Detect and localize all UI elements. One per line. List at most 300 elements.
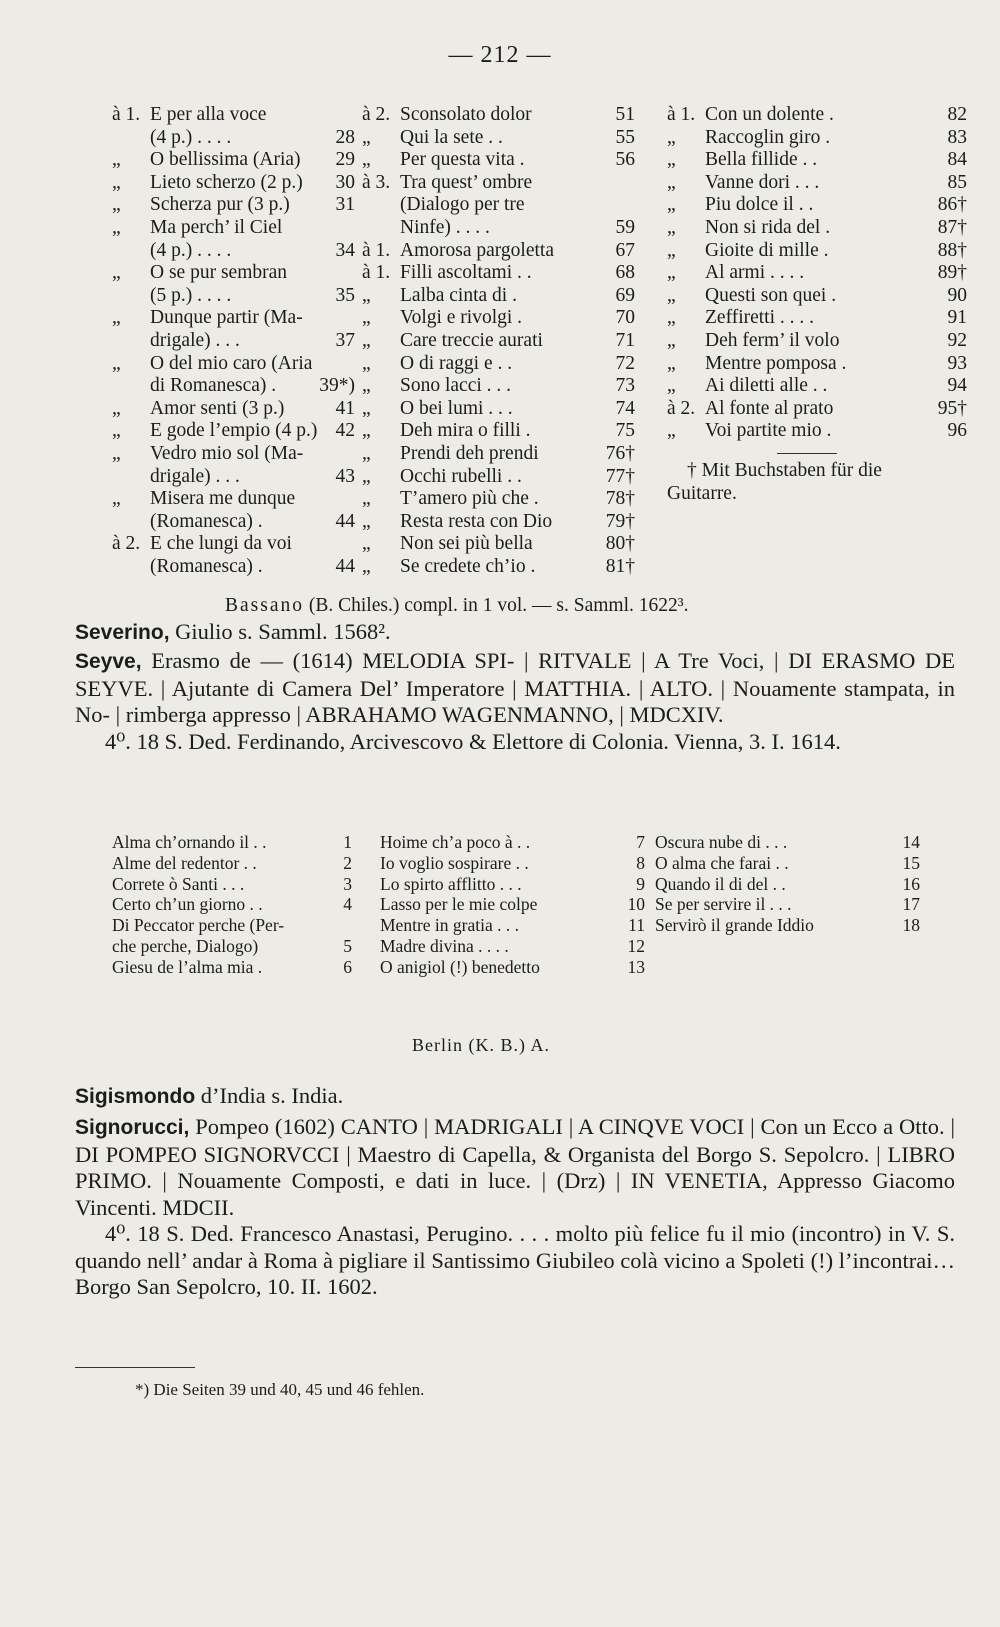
piece-number: 76† [605, 442, 635, 464]
index-row [655, 853, 920, 874]
index-row [362, 466, 635, 489]
index-row [112, 832, 352, 853]
piece-number: 4 [343, 894, 352, 915]
piece-number: 17 [902, 894, 920, 915]
piece-title: Io voglio sospirare . . [380, 852, 529, 873]
piece-number: 78† [605, 488, 635, 510]
index-row [112, 375, 355, 398]
index-row [667, 353, 967, 376]
entry-dedication: 4⁰. 18 S. Ded. Francesco Anastasi, Perugino. . . . molto più felice fu il mio (incontro) in V. S. quando nell’ andar à Roma à pigliare il Santissimo Giubileo colà vicino a Spoleti (!) l’incontrai… Borgo San Sepolcro, 10. II. 1602. [75, 1221, 955, 1299]
piece-title: E gode l’empio (4 p.) [150, 420, 318, 442]
index-row [362, 443, 635, 466]
entry-dedication: 4⁰. 18 S. Ded. Ferdinando, Arcivescovo & Elettore di Colonia. Vienna, 3. I. 1614. [105, 728, 841, 754]
piece-title: Vanne dori . . . [705, 171, 820, 193]
voice-count [112, 240, 150, 263]
piece-number: 13 [627, 956, 645, 977]
piece-title: O anigiol (!) benedetto [380, 956, 540, 977]
piece-number: 71 [615, 329, 635, 351]
index-row [667, 194, 967, 217]
piece-number: 14 [902, 832, 920, 852]
piece-title: (4 p.) . . . . [150, 126, 232, 148]
index-row [112, 936, 352, 957]
voice-count: „ [362, 510, 371, 532]
piece-title: Alma ch’ornando il . . [112, 832, 267, 852]
piece-number: 93 [947, 352, 967, 374]
piece-number: 87† [937, 216, 967, 238]
seyve-index-column-1 [112, 832, 352, 978]
piece-number: 39*) [319, 375, 355, 397]
piece-title: (5 p.) . . . . [150, 284, 232, 306]
entry-heading: Signorucci, [75, 1116, 190, 1139]
piece-title: Misera me dunque [150, 488, 296, 510]
piece-number: 91 [947, 307, 967, 329]
piece-number: 29 [335, 149, 355, 171]
piece-title: Sono lacci . . . [400, 375, 512, 397]
piece-title: Ma perch’ il Ciel [150, 216, 283, 238]
piece-number: 35 [335, 284, 355, 306]
index-row [380, 915, 645, 936]
piece-title: Prendi deh prendi [400, 442, 539, 464]
piece-title: Resta resta con Dio [400, 510, 553, 532]
guitar-note-line-2: Guitarre. [667, 482, 737, 504]
piece-title: Amorosa pargoletta [400, 239, 554, 261]
piece-title: Scherza pur (3 p.) [150, 194, 290, 216]
entry-heading: Seyve, [75, 650, 142, 673]
piece-title: drigale) . . . [150, 329, 240, 351]
piece-title: Vedro mio sol (Ma- [150, 442, 304, 464]
index-row [112, 853, 352, 874]
voice-count: „ [667, 375, 676, 397]
piece-title: Se per servire il . . . [655, 894, 792, 915]
index-row [112, 443, 355, 466]
index-row [112, 307, 355, 330]
index-row [112, 217, 355, 240]
voice-count: „ [667, 171, 676, 193]
piece-number: 44 [335, 555, 355, 577]
index-row [112, 398, 355, 421]
index-row [112, 240, 355, 263]
index-row [112, 420, 355, 443]
piece-title: O bellissima (Aria) [150, 149, 301, 171]
bassano-text: (B. Chiles.) compl. in 1 vol. — s. Samml. 1622³. [304, 595, 689, 616]
entry-seyve [75, 648, 955, 755]
piece-number: 34 [335, 239, 355, 261]
voice-count: à 1. [112, 104, 141, 125]
index-row [667, 330, 967, 353]
piece-number: 80† [605, 533, 635, 555]
library-location: Berlin (K. B.) A. [412, 1035, 550, 1055]
voice-count [362, 217, 400, 240]
index-row [667, 307, 967, 330]
index-row [112, 149, 355, 172]
voice-count: „ [667, 420, 676, 442]
index-row [112, 353, 355, 376]
voice-count: „ [112, 262, 121, 284]
bassano-reference [225, 595, 688, 617]
piece-number: 31 [335, 194, 355, 216]
piece-title: Tra quest’ ombre [400, 171, 533, 193]
index-row [655, 915, 920, 936]
piece-title: Piu dolce il . . [705, 194, 814, 216]
voice-count: „ [667, 216, 676, 238]
piece-title: T’amero più che . [400, 488, 539, 510]
voice-count: à 1. [362, 239, 391, 261]
index-row [112, 127, 355, 150]
index-row [380, 832, 645, 853]
piece-number: 2 [343, 852, 352, 873]
piece-title: di Romanesca) . [150, 375, 277, 397]
index-row [667, 240, 967, 263]
page-number: — 212 — [448, 42, 552, 68]
voice-count: „ [362, 352, 371, 374]
piece-title: E per alla voce [150, 104, 267, 125]
voice-count: „ [112, 420, 121, 442]
voice-count [112, 330, 150, 353]
piece-number: 73 [615, 375, 635, 397]
voice-count: „ [112, 397, 121, 419]
piece-number: 82 [947, 104, 967, 125]
piece-title: Madre divina . . . . [380, 935, 509, 956]
piece-title: (Dialogo per tre [400, 194, 525, 216]
index-row [667, 104, 967, 127]
entry-heading: Severino, [75, 621, 170, 644]
index-row [362, 398, 635, 421]
piece-title: E che lungi da voi [150, 533, 292, 555]
index-row [362, 556, 635, 579]
piece-title: Questi son quei . [705, 284, 837, 306]
piece-number: 70 [615, 307, 635, 329]
piece-number: 67 [615, 239, 635, 261]
piece-title: Con un dolente . [705, 104, 834, 125]
piece-title: Alme del redentor . . [112, 852, 257, 873]
piece-title: Al armi . . . . [705, 262, 805, 284]
piece-number: 81† [605, 555, 635, 577]
voice-count: „ [112, 171, 121, 193]
voice-count: „ [112, 442, 121, 464]
voice-count: „ [667, 149, 676, 171]
index-row [667, 285, 967, 308]
voice-count [112, 511, 150, 534]
piece-number: 16 [902, 873, 920, 894]
piece-title: Sconsolato dolor [400, 104, 532, 125]
index-row [112, 262, 355, 285]
piece-title: Gioite di mille . [705, 239, 829, 261]
voice-count: „ [362, 126, 371, 148]
piece-title: Per questa vita . [400, 149, 525, 171]
index-row [667, 262, 967, 285]
voice-count: à 2. [362, 104, 391, 125]
piece-title: Voi partite mio . [705, 420, 832, 442]
piece-number: 77† [605, 465, 635, 487]
index-row [112, 957, 352, 978]
voice-count [112, 556, 150, 579]
entry-text: Giulio s. Samml. 1568². [169, 619, 391, 644]
piece-title: Filli ascoltami . . [400, 262, 532, 284]
index-row [362, 172, 635, 195]
index-column-3-rows [667, 104, 967, 443]
index-row [362, 330, 635, 353]
piece-number: 55 [615, 126, 635, 148]
index-row [112, 466, 355, 489]
index-column-3 [667, 104, 967, 505]
voice-count: „ [362, 555, 371, 577]
index-row [655, 874, 920, 895]
piece-title: O alma che farai . . [655, 852, 789, 873]
voice-count [112, 285, 150, 308]
index-row [655, 832, 920, 853]
piece-number: 84 [947, 149, 967, 171]
index-row [362, 285, 635, 308]
piece-title: Giesu de l’alma mia . [112, 956, 263, 977]
piece-title: Amor senti (3 p.) [150, 397, 285, 419]
piece-title: Deh ferm’ il volo [705, 329, 840, 351]
footnote-rule [75, 1367, 195, 1368]
voice-count: à 1. [667, 104, 696, 125]
piece-title: Lo spirto afflitto . . . [380, 873, 522, 894]
piece-number: 18 [902, 915, 920, 936]
piece-number: 9 [636, 873, 645, 894]
index-row [380, 894, 645, 915]
piece-title: O di raggi e . . [400, 352, 513, 374]
voice-count [112, 127, 150, 150]
piece-number: 10 [627, 894, 645, 915]
piece-title: Oscura nube di . . . [655, 832, 788, 852]
index-row [362, 217, 635, 240]
index-row [667, 375, 967, 398]
piece-title: Se credete ch’io . [400, 555, 536, 577]
piece-number: 28 [335, 126, 355, 148]
seyve-index-column-2 [380, 832, 645, 978]
voice-count: à 2. [667, 397, 696, 419]
piece-title: drigale) . . . [150, 465, 240, 487]
voice-count: „ [362, 533, 371, 555]
entry-text: Erasmo de — (1614) MELODIA SPI- | RITVALE | A Tre Voci, | DI ERASMO DE SEYVE. | Ajutante di Camera Del’ Imperatore | MATTHIA. | ALTO. | Nouamente stampata, in No- | rimberga appresso | ABRAHAMO WAGENMANNO, | MDCXIV. [75, 648, 955, 727]
index-row [667, 127, 967, 150]
index-row [362, 488, 635, 511]
piece-number: 30 [335, 171, 355, 193]
voice-count [112, 375, 150, 398]
guitar-note-line-1: † Mit Buchstaben für die [687, 459, 882, 481]
index-row [112, 488, 355, 511]
entry-text: Pompeo (1602) CANTO | MADRIGALI | A CINQVE VOCI | Con un Ecco a Otto. | DI POMPEO SIGNORVCCI | Maestro di Capella, & Organista del Borgo S. Sepolcro. | LIBRO PRIMO. | Nouamente Composti, e dati in luce. | (Drz) | IN VENETIA, Appresso Giacomo Vincenti. MDCII. [75, 1114, 955, 1220]
piece-title: Dunque partir (Ma- [150, 307, 303, 329]
piece-number: 37 [335, 329, 355, 351]
piece-number: 7 [636, 832, 645, 852]
entry-heading: Sigismondo [75, 1085, 196, 1108]
index-row [112, 511, 355, 534]
piece-number: 90 [947, 284, 967, 306]
piece-number: 15 [902, 852, 920, 873]
piece-title: Occhi rubelli . . [400, 465, 522, 487]
voice-count: „ [667, 262, 676, 284]
piece-title: Di Peccator perche (Per- [112, 915, 285, 936]
piece-title: Mentre pomposa . [705, 352, 847, 374]
piece-title: Raccoglin giro . [705, 126, 831, 148]
entry-text: d’India s. India. [195, 1083, 344, 1108]
voice-count: „ [112, 216, 121, 238]
index-row [362, 240, 635, 263]
index-row [667, 172, 967, 195]
piece-number: 95† [937, 397, 967, 419]
piece-title: Care treccie aurati [400, 329, 543, 351]
index-column-1 [112, 104, 355, 578]
piece-number: 69 [615, 284, 635, 306]
piece-title: O bei lumi . . . [400, 397, 513, 419]
index-row [112, 874, 352, 895]
voice-count: à 1. [362, 262, 391, 284]
piece-number: 85 [947, 171, 967, 193]
index-row [112, 104, 355, 127]
piece-number: 8 [636, 852, 645, 873]
voice-count: „ [667, 352, 676, 374]
piece-title: Quando il di del . . [655, 873, 786, 894]
index-row [362, 127, 635, 150]
voice-count: „ [362, 149, 371, 171]
voice-count: „ [362, 375, 371, 397]
piece-title: Qui la sete . . [400, 126, 503, 148]
voice-count: „ [112, 352, 121, 374]
voice-count: „ [362, 442, 371, 464]
index-row [362, 262, 635, 285]
voice-count: à 2. [112, 533, 141, 555]
piece-title: Volgi e rivolgi . [400, 307, 523, 329]
voice-count: „ [362, 465, 371, 487]
piece-number: 79† [605, 510, 635, 532]
footnote: *) Die Seiten 39 und 40, 45 und 46 fehlen. [135, 1380, 425, 1399]
index-row [667, 217, 967, 240]
piece-title: O del mio caro (Aria [150, 352, 313, 374]
piece-title: O se pur sembran [150, 262, 288, 284]
piece-number: 41 [335, 397, 355, 419]
index-row [362, 353, 635, 376]
entry-sigismondo [75, 1083, 955, 1111]
voice-count: „ [112, 194, 121, 216]
piece-number [330, 915, 352, 936]
piece-number: 1 [343, 832, 352, 852]
seyve-index-column-3 [655, 832, 920, 936]
piece-number: 89† [937, 262, 967, 284]
piece-title: Al fonte al prato [705, 397, 834, 419]
index-row [112, 330, 355, 353]
voice-count: „ [362, 488, 371, 510]
voice-count [112, 466, 150, 489]
index-row [362, 104, 635, 127]
index-row [380, 957, 645, 978]
voice-count: „ [667, 126, 676, 148]
piece-number: 3 [343, 873, 352, 894]
index-row [112, 194, 355, 217]
piece-title: Bella fillide . . [705, 149, 818, 171]
voice-count: „ [112, 307, 121, 329]
index-row [362, 420, 635, 443]
index-row [112, 533, 355, 556]
piece-title: Non si rida del . [705, 216, 831, 238]
piece-title: Lasso per le mie colpe [380, 894, 538, 915]
index-row [112, 556, 355, 579]
index-row [380, 853, 645, 874]
index-row [362, 194, 635, 217]
index-row [655, 894, 920, 915]
index-row [380, 874, 645, 895]
piece-number: 6 [343, 956, 352, 977]
piece-number: 88† [937, 239, 967, 261]
index-row [667, 420, 967, 443]
piece-title: Lalba cinta di . [400, 284, 517, 306]
voice-count: „ [667, 329, 676, 351]
piece-number: 94 [947, 375, 967, 397]
piece-number: 5 [343, 935, 352, 956]
piece-title: Ninfe) . . . . [400, 216, 490, 238]
entry-severino [75, 619, 955, 647]
piece-number: 43 [335, 465, 355, 487]
piece-title: (4 p.) . . . . [150, 239, 232, 261]
index-row [362, 149, 635, 172]
piece-title: Correte ò Santi . . . [112, 873, 245, 894]
piece-number: 56 [615, 149, 635, 171]
voice-count: „ [667, 239, 676, 261]
index-row [362, 533, 635, 556]
piece-number: 68 [615, 262, 635, 284]
piece-number: 96 [947, 420, 967, 442]
voice-count: „ [667, 194, 676, 216]
note-rule [777, 453, 837, 454]
voice-count: à 3. [362, 171, 391, 193]
piece-number: 83 [947, 126, 967, 148]
index-row [667, 398, 967, 421]
piece-title: Zeffiretti . . . . [705, 307, 815, 329]
bassano-place: Bassano [225, 595, 304, 616]
piece-title: Non sei più bella [400, 533, 533, 555]
piece-number: 51 [615, 104, 635, 125]
piece-number: 92 [947, 329, 967, 351]
voice-count: „ [362, 329, 371, 351]
piece-title: Hoime ch’a poco à . . [380, 832, 531, 852]
voice-count: „ [112, 488, 121, 510]
piece-title: Deh mira o filli . [400, 420, 531, 442]
piece-title: Servirò il grande Iddio [655, 915, 814, 936]
piece-title: Mentre in gratia . . . [380, 915, 519, 936]
voice-count [362, 194, 400, 217]
index-row [362, 511, 635, 534]
piece-number: 86† [937, 194, 967, 216]
entry-signorucci [75, 1114, 955, 1301]
voice-count: „ [362, 420, 371, 442]
piece-number: 74 [615, 397, 635, 419]
voice-count: „ [362, 284, 371, 306]
index-row [362, 375, 635, 398]
piece-number: 59 [615, 216, 635, 238]
index-row [112, 915, 352, 936]
piece-title: Lieto scherzo (2 p.) [150, 171, 303, 193]
voice-count: „ [362, 307, 371, 329]
piece-number: 12 [627, 935, 645, 956]
index-column-2 [362, 104, 635, 578]
index-row [112, 894, 352, 915]
index-row [667, 149, 967, 172]
voice-count: „ [362, 397, 371, 419]
voice-count: „ [112, 149, 121, 171]
piece-title: (Romanesca) . [150, 555, 263, 577]
piece-number: 42 [335, 420, 355, 442]
voice-count: „ [667, 307, 676, 329]
piece-title: (Romanesca) . [150, 510, 263, 532]
index-row [380, 936, 645, 957]
piece-number: 44 [335, 510, 355, 532]
piece-title: Ai diletti alle . . [705, 375, 828, 397]
piece-title: Certo ch’un giorno . . [112, 894, 263, 915]
piece-number: 75 [615, 420, 635, 442]
piece-number: 72 [615, 352, 635, 374]
